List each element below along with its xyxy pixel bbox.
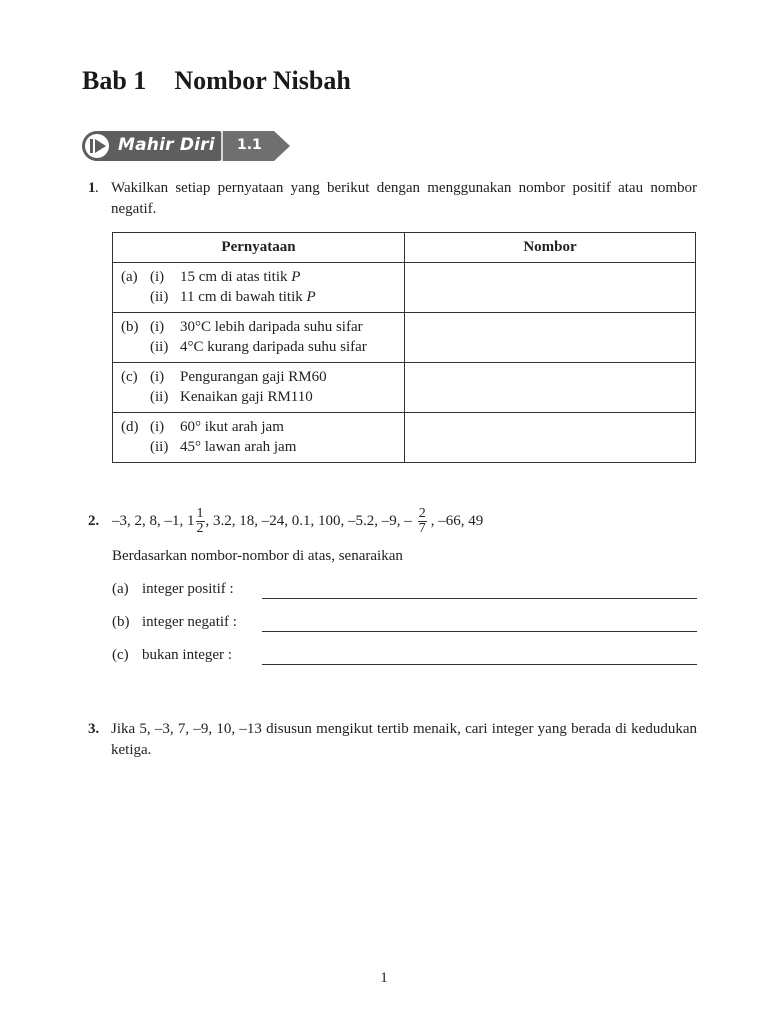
answer-line[interactable] — [262, 598, 697, 599]
answer-cell[interactable] — [405, 413, 696, 463]
chapter-number: Bab 1 — [82, 66, 147, 95]
answer-cell[interactable] — [405, 313, 696, 363]
table-row — [113, 363, 696, 413]
fraction: $\frac{2}{7}$ — [418, 506, 426, 537]
question-3-text: Jika 5, –3, 7, –9, 10, –13 disusun mengikut tertib menaik, cari integer yang berada di kedudukan ketiga. — [111, 721, 697, 758]
statement-table — [112, 232, 696, 463]
table-row — [113, 313, 696, 363]
answer-row-a: (a) integer positif : — [112, 581, 697, 601]
statement-cell: (a) (i) 15 cm di atas titik P (ii) 11 cm di bawah titik P — [113, 263, 405, 313]
question-2-instruction: Berdasarkan nombor-nombor di atas, senaraikan — [112, 548, 403, 564]
page-number: 1 — [380, 970, 388, 986]
question-3-number: 3. — [88, 721, 100, 737]
table-row — [113, 263, 696, 313]
mixed-fraction: $\frac{1}{2}$ — [196, 506, 204, 537]
answer-line[interactable] — [262, 664, 697, 665]
question-1-number: 1 — [88, 180, 96, 196]
answer-row-c: (c) bukan integer : — [112, 647, 697, 667]
badge-code: 1.1 — [237, 137, 262, 153]
statement-cell: (c) (i) Pengurangan gaji RM60 (ii) Kenaikan gaji RM110 — [113, 363, 405, 413]
play-bar-icon — [90, 139, 93, 153]
answer-cell[interactable] — [405, 363, 696, 413]
badge-label: Mahir Diri — [118, 135, 215, 155]
table-row — [113, 413, 696, 463]
mahir-diri-badge — [82, 131, 292, 161]
header-nombor: Nombor — [405, 233, 696, 263]
chapter-name: Nombor Nisbah — [174, 66, 351, 95]
header-pernyataan: Pernyataan — [113, 233, 405, 263]
answer-row-b: (b) integer negatif : — [112, 614, 697, 634]
answer-cell[interactable] — [405, 263, 696, 313]
table-header-row — [113, 233, 696, 263]
answer-line[interactable] — [262, 631, 697, 632]
chapter-title — [82, 66, 351, 96]
question-2-number-list: –3, 2, 8, –1, 1 $\frac{1}{2}$ , 3.2, 18, –24, 0.1, 100, –5.2, –9, – $\frac{2}{7}$ , –66, 49 — [112, 506, 484, 537]
statement-cell: (d) (i) 60° ikut arah jam (ii) 45° lawan arah jam — [113, 413, 405, 463]
question-1-text: Wakilkan setiap pernyataan yang berikut dengan menggunakan nombor positif atau nombor negatif. — [111, 180, 697, 217]
question-2-number: 2. — [88, 513, 100, 529]
statement-cell: (b) (i) 30°C lebih daripada suhu sifar (ii) 4°C kurang daripada suhu sifar — [113, 313, 405, 363]
